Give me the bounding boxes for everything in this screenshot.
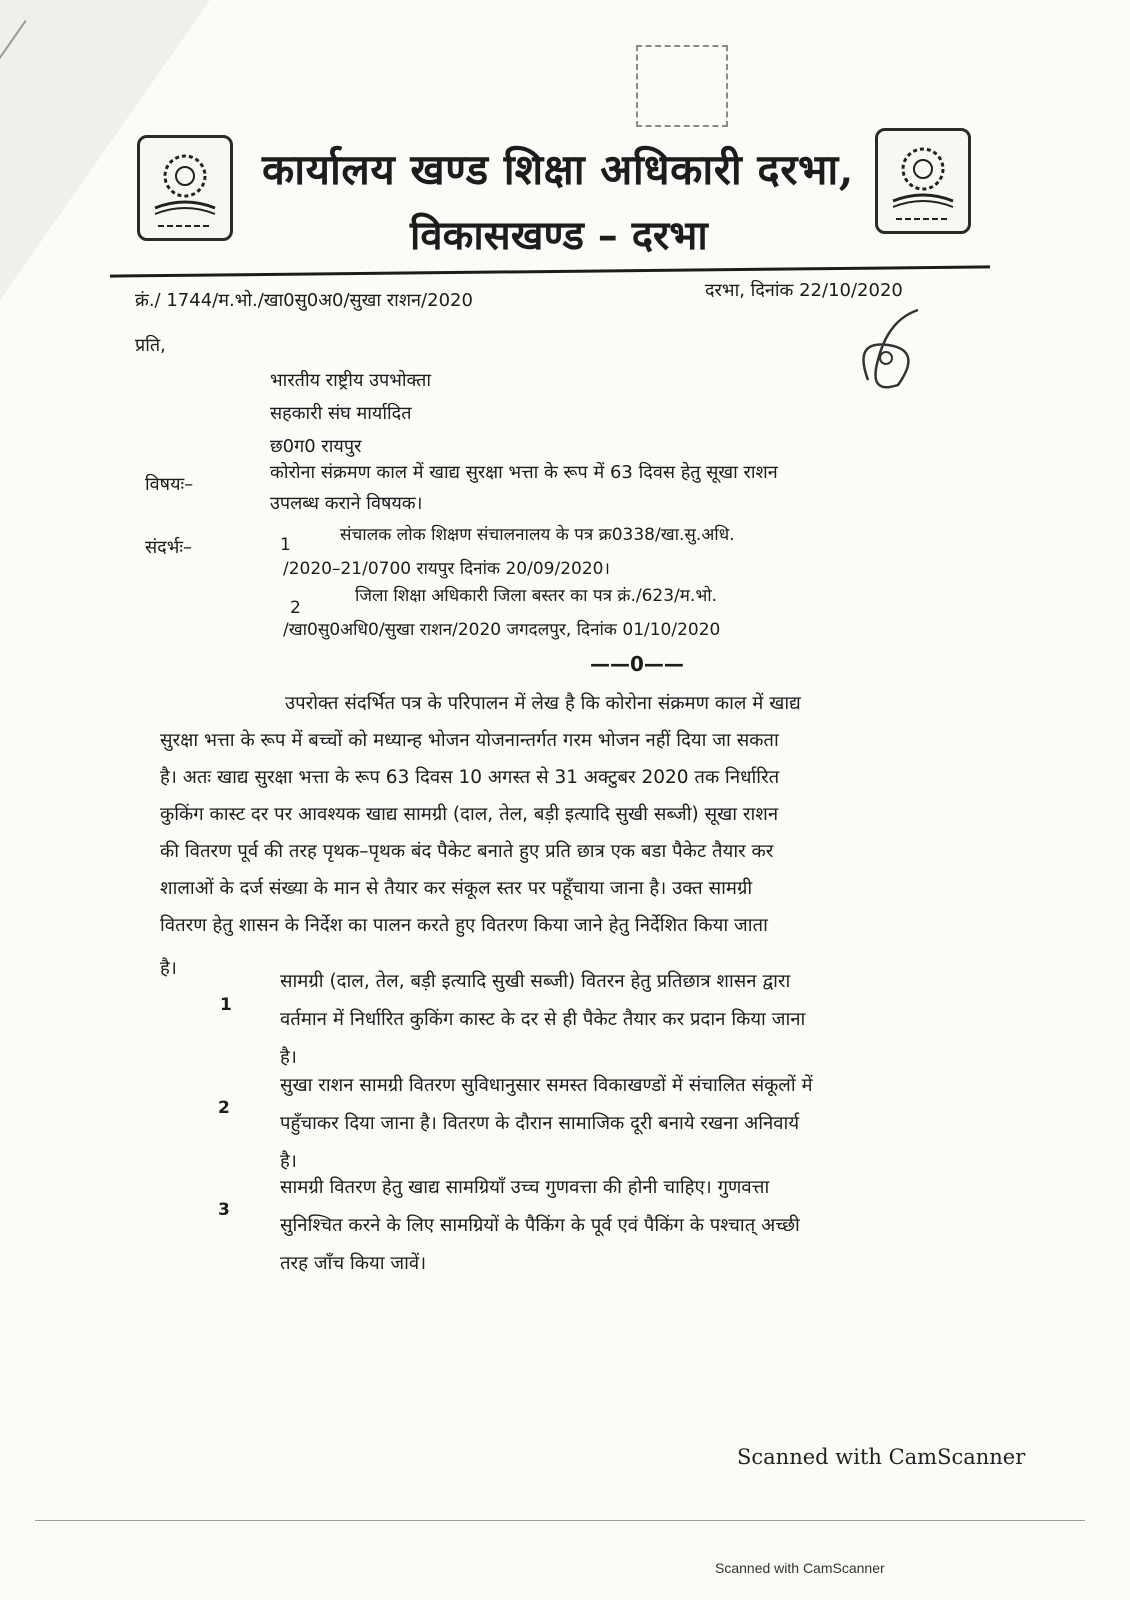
addressee-line: भारतीय राष्ट्रीय उपभोक्ता <box>270 370 432 391</box>
point-number: 2 <box>218 1098 230 1118</box>
subject-line: उपलब्ध कराने विषयक। <box>270 493 423 514</box>
reference-label: संदर्भः– <box>145 537 193 558</box>
reference-line: जिला शिक्षा अधिकारी जिला बस्तर का पत्र क्रं./623/म.भो. <box>355 586 718 606</box>
reference-line: /खा0सु0अधि0/सुखा राशन/2020 जगदलपुर, दिनांक 01/10/2020 <box>283 620 721 640</box>
place-date: दरभा, दिनांक 22/10/2020 <box>705 280 903 301</box>
point-line: सामग्री (दाल, तेल, बड़ी इत्यादि सुखी सब्जी) वितरन हेतु प्रतिछात्र शासन द्वारा <box>280 971 791 992</box>
addressee-line: छ0ग0 रायपुर <box>270 436 362 457</box>
point-number: 3 <box>218 1200 230 1220</box>
body-line: कुकिंग कास्ट दर पर आवश्यक खाद्य सामग्री (दाल, तेल, बड़ी इत्यादि सुखी सब्जी) सूखा राशन <box>160 804 779 825</box>
office-subtitle: विकासखण्ड – दरभा <box>410 212 708 259</box>
point-line: है। <box>280 1047 297 1068</box>
reference-number-label: 2 <box>290 598 301 618</box>
reference-number: क्रं./ 1744/म.भो./खा0सु0अ0/सुखा राशन/2020 <box>135 290 473 311</box>
header-rule <box>110 265 990 277</box>
point-line: तरह जाँच किया जावें। <box>280 1253 427 1274</box>
reference-line: संचालक लोक शिक्षण संचालनालय के पत्र क्र0338/खा.सु.अधि. <box>340 525 735 545</box>
subject-line: कोरोना संक्रमण काल में खाद्य सुरक्षा भत्ता के रूप में 63 दिवस हेतु सूखा राशन <box>270 462 778 483</box>
reference-line: /2020–21/0700 रायपुर दिनांक 20/09/2020। <box>283 559 610 579</box>
to-label: प्रति, <box>135 335 166 356</box>
point-line: पहुँचाकर दिया जाना है। वितरण के दौरान सामाजिक दूरी बनाये रखना अनिवार्य <box>280 1113 800 1134</box>
point-number: 1 <box>220 995 232 1015</box>
faint-stamp <box>636 45 728 127</box>
section-divider: ——0—— <box>590 652 684 676</box>
body-line: शालाओं के दर्ज संख्या के मान से तैयार कर संकूल स्तर पर पहूँचाया जाना है। उक्त सामग्री <box>160 878 753 899</box>
addressee-line: सहकारी संघ मार्यादित <box>270 403 412 424</box>
education-dept-emblem-icon <box>875 128 971 234</box>
body-line: वितरण हेतु शासन के निर्देश का पालन करते हुए वितरण किया जाने हेतु निर्देशित किया जाता <box>160 915 768 936</box>
point-line: सामग्री वितरण हेतु खाद्य सामग्रियाँ उच्च गुणवत्ता की होनी चाहिए। गुणवत्ता <box>280 1177 770 1198</box>
body-line: उपरोक्त संदर्भित पत्र के परिपालन में लेख है कि कोरोना संक्रमण काल में खाद्य <box>285 693 801 714</box>
body-line: की वितरण पूर्व की तरह पृथक–पृथक बंद पैकेट बनाते हुए प्रति छात्र एक बडा पैकेट तैयार कर <box>160 841 774 862</box>
bottom-watermark: Scanned with CamScanner <box>715 1560 885 1576</box>
scanner-mark: Scanned with CamScanner <box>737 1445 1026 1469</box>
body-line: है। अतः खाद्य सुरक्षा भत्ता के रूप 63 दिवस 10 अगस्त से 31 अक्टुबर 2020 तक निर्धारित <box>160 767 780 788</box>
education-dept-emblem-icon <box>137 135 233 241</box>
point-line: सुखा राशन सामग्री वितरण सुविधानुसार समस्त विकाखण्डों में संचालित संकूलों में <box>280 1075 813 1096</box>
page-edge-line <box>35 1520 1085 1521</box>
point-line: है। <box>280 1151 297 1172</box>
subject-label: विषयः– <box>145 474 194 495</box>
point-line: वर्तमान में निर्धारित कुकिंग कास्ट के दर से ही पैकेट तैयार कर प्रदान किया जाना <box>280 1009 806 1030</box>
office-title: कार्यालय खण्ड शिक्षा अधिकारी दरभा, <box>262 145 854 194</box>
body-line: सुरक्षा भत्ता के रूप में बच्चों को मध्यान्ह भोजन योजनान्तर्गत गरम भोजन नहीं दिया जा सकता <box>160 730 779 751</box>
point-line: सुनिश्चित करने के लिए सामग्रियों के पैकिंग के पूर्व एवं पैकिंग के पश्चात् अच्छी <box>280 1215 800 1236</box>
body-line: है। <box>160 958 177 979</box>
signature-mark <box>848 300 928 400</box>
reference-number-label: 1 <box>280 535 291 555</box>
